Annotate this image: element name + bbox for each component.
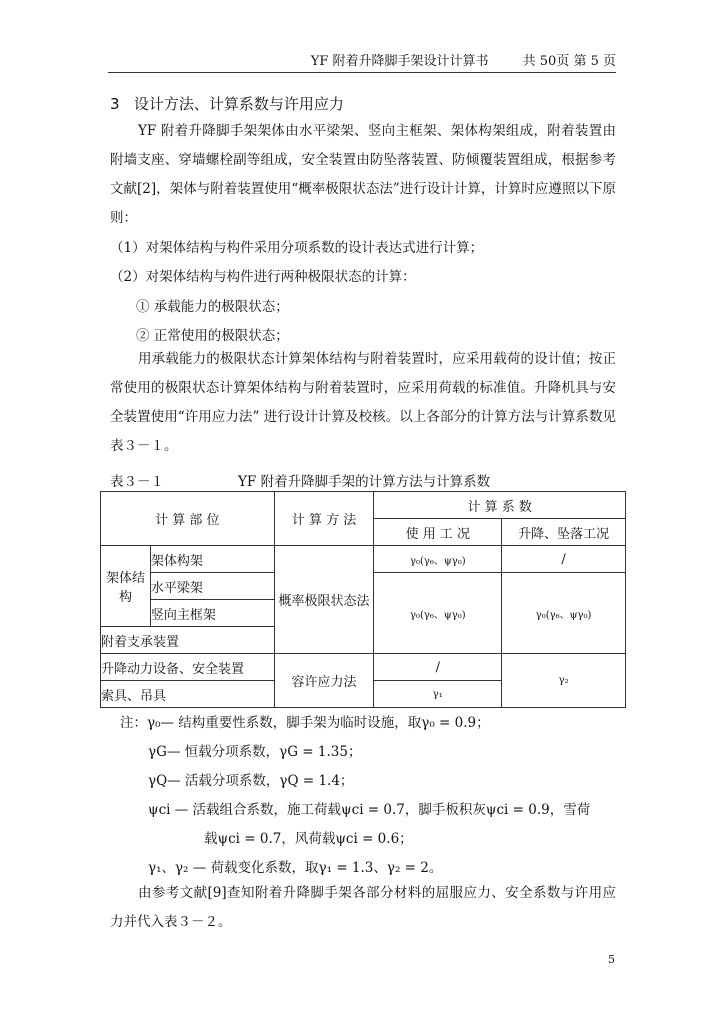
header-page-info: 共 50页 第 5 页 xyxy=(522,54,616,69)
paragraph-methods xyxy=(110,345,616,461)
paragraph-intro xyxy=(110,117,616,233)
slash-lift: / xyxy=(374,654,502,681)
section-heading xyxy=(110,93,344,114)
head-coef: 计 算 系 数 xyxy=(374,492,626,519)
section-number: 3 xyxy=(110,95,120,113)
paragraph-reference xyxy=(110,879,616,937)
coef-frame: γ₀(γ₆、ψγ₀) xyxy=(374,546,502,573)
paragraph-text: YF 附着升降脚手架架体由水平梁架、竖向主框架、架体构架组成，附着装置由附墙支座、穿墙螺栓副等组成，安全装置由防坠落装置、防倾覆装置组成，根据参考文献[2]，架体与附着装置使用“概率极限状态法”进行设计计算，计算时应遵照以下原则： xyxy=(110,123,616,226)
principle-2: （2）对架体结构与构件进行两种极限状态的计算： xyxy=(110,269,416,285)
slash-frame: / xyxy=(502,546,626,573)
page-number: 5 xyxy=(608,953,615,966)
row-attach: 附着支承装置 xyxy=(101,627,275,654)
gamma2-cell: γ₂ xyxy=(502,654,626,708)
row-frame: 架体构架 xyxy=(150,546,274,573)
section-title: 设计方法、计算系数与许用应力 xyxy=(133,95,344,113)
principle-1: （1）对架体结构与构件采用分项系数的设计表达式进行计算； xyxy=(110,240,484,256)
head-normal: 使 用 工 况 xyxy=(374,519,502,546)
head-lift: 升降、坠落工况 xyxy=(502,519,626,546)
paragraph-text: 由参考文献[9]查知附着升降脚手架各部分材料的屈服应力、安全系数与许用应力并代入表３－２。 xyxy=(110,885,616,930)
note-psi-cont: 载ψci = 0.7，风荷载ψci = 0.6； xyxy=(204,831,413,847)
page-header xyxy=(108,50,616,73)
note-gamma12: γ₁、γ₂ — 荷载变化系数，取γ₁ = 1.3、γ₂ = 2。 xyxy=(148,860,443,876)
sub-item-2: ② 正常使用的极限状态； xyxy=(136,328,289,344)
gamma1-cell: γ₁ xyxy=(374,681,502,708)
head-part: 计 算 部 位 xyxy=(101,492,275,546)
note-gammaG: γG— 恒载分项系数，γG = 1.35； xyxy=(148,744,362,760)
coefficients-table xyxy=(100,491,626,708)
frame-structure: 架体结构 xyxy=(101,546,151,627)
table-number: 表３－１ xyxy=(110,474,164,490)
method-prob: 概率极限状态法 xyxy=(274,546,374,654)
note-gammaQ: γQ— 活载分项系数，γQ = 1.4； xyxy=(148,773,354,789)
coef-normal: γ₀(γ₆、ψγ₀) xyxy=(374,573,502,654)
row-lift-equip: 升降动力设备、安全装置 xyxy=(101,654,275,681)
coef-lift: γ₀(γ₆、ψγ₀) xyxy=(502,573,626,654)
table-title: YF 附着升降脚手架的计算方法与计算系数 xyxy=(238,474,491,490)
row-beam: 水平梁架 xyxy=(150,573,274,600)
method-allow: 容许应力法 xyxy=(274,654,374,708)
paragraph-text: 用承载能力的极限状态计算架体结构与附着装置时，应采用载荷的设计值；按正常使用的极限状态计算架体结构与附着装置时，应采用荷载的标准值。升降机具与安全装置使用“许用应力法” 进行设计计算及校核。以上各部分的计算方法与计算系数见表３－１。 xyxy=(110,351,616,454)
row-rigging: 索具、吊具 xyxy=(101,681,275,708)
header-title: YF 附着升降脚手架设计计算书 xyxy=(310,54,489,69)
note-gamma0: 注：γ₀— 结构重要性系数，脚手架为临时设施，取γ₀ = 0.9； xyxy=(120,715,490,731)
head-method: 计 算 方 法 xyxy=(274,492,374,546)
sub-item-1: ① 承载能力的极限状态； xyxy=(136,299,289,315)
row-main-frame: 竖向主框架 xyxy=(150,600,274,627)
note-psi: ψci — 活载组合系数，施工荷载ψci = 0.7，脚手板积灰ψci = 0.9，雪荷 xyxy=(148,802,591,818)
